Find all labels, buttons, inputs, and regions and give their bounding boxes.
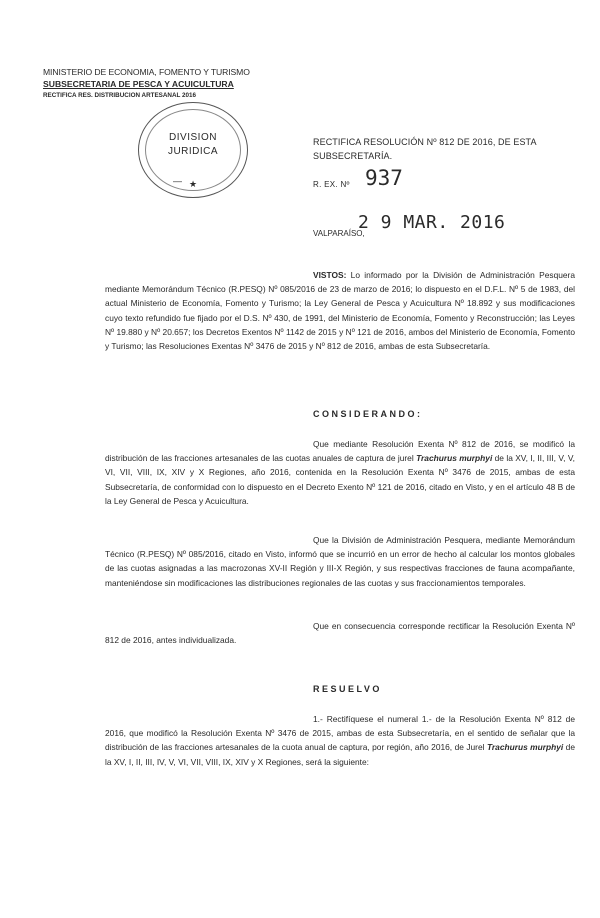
stamp-text-juridica: JURIDICA bbox=[167, 146, 219, 157]
exempt-resolution-label: R. EX. Nº bbox=[313, 180, 350, 189]
star-icon: ★ bbox=[189, 179, 198, 189]
considerando-paragraph-2: Que la División de Administración Pesquera, mediante Memorándum Técnico (R.PESQ) Nº 085/2016, citado en Visto, informó que se incurrió en un error de hecho al calcular los montos globales de las cuotas asignadas a las macrozonas XV-II Región y III-X Región, y sus respectivas fracciones de fauna acompañante, manteniéndose sin modificaciones las distribuciones regionales de las cuotas y sus fraccionamientos temporales. bbox=[105, 535, 575, 588]
species-name: Trachurus murphyi bbox=[416, 453, 493, 464]
resuelvo-paragraph-1 bbox=[105, 712, 575, 769]
stamp-dash: — bbox=[173, 176, 182, 186]
ministry-name: MINISTERIO DE ECONOMIA, FOMENTO Y TURISMO bbox=[43, 67, 250, 77]
considerando-paragraph-3: Que en consecuencia corresponde rectificar la Resolución Exenta Nº 812 de 2016, antes individualizada. bbox=[105, 621, 575, 646]
undersecretariat-name: SUBSECRETARIA DE PESCA Y ACUICULTURA bbox=[43, 79, 234, 90]
vistos-label: VISTOS: bbox=[313, 270, 347, 280]
exempt-resolution-number: 937 bbox=[365, 166, 403, 190]
resuelvo-1-text-b: de la XV, I, II, III, IV, V, VI, VII, VIII, IX, XIV y X Regiones, será la siguiente: bbox=[105, 742, 575, 767]
resolution-reference: RECTIFICA RESOLUCIÓN Nº 812 DE 2016, DE ESTA SUBSECRETARÍA. bbox=[313, 137, 537, 161]
vistos-paragraph bbox=[105, 268, 575, 353]
resuelvo-1-text-a: 1.- Rectifíquese el numeral 1.- de la Resolución Exenta Nº 812 de 2016, que modificó la Resolución Exenta Nº 3476 de 2015, ambas de esta Subsecretaría, en el sentido de señalar que la distribución de las fracciones artesanales de la cuota anual de captura, por región, año 2016, de Jurel bbox=[105, 714, 575, 753]
considerando-1-text-a: Que mediante Resolución Exenta Nº 812 de 2016, se modificó la distribución de las fracciones artesanales de las cuotas anuales de captura de jurel bbox=[105, 439, 575, 464]
document-subject-tag: RECTIFICA RES. DISTRIBUCION ARTESANAL 2016 bbox=[43, 91, 197, 99]
considerando-1-text-b: de la XV, I, II, III, V, V, VI, VII, VIII, IX, XIV y X Regiones, año 2016, contenida en la Resolución Exenta Nº 3476 de 2015, ambas de esta Subsecretaría, de conformidad con lo dispuesto en el Decreto Exento Nº 121 de 2016, citado en Visto, y en el artículo 48 B de la Ley General de Pesca y Acuicultura. bbox=[105, 453, 576, 506]
letterhead bbox=[43, 66, 250, 100]
legal-division-stamp bbox=[138, 102, 248, 198]
date-stamp: 2 9 MAR. 2016 bbox=[358, 212, 506, 233]
city-label: VALPARAÍSO, bbox=[313, 229, 365, 238]
resuelvo-heading: RESUELVO bbox=[313, 684, 382, 694]
species-name: Trachurus murphyi bbox=[486, 742, 564, 753]
considerando-heading: CONSIDERANDO: bbox=[313, 409, 423, 419]
considerando-paragraph-1 bbox=[105, 437, 575, 508]
stamp-text-division: DIVISION bbox=[169, 132, 217, 143]
vistos-text: Lo informado por la División de Administración Pesquera mediante Memorándum Técnico (R.PESQ) Nº 085/2016 de 23 de marzo de 2016; lo dispuesto en el D.F.L. Nº 5 de 1983, del actual Ministerio de Economía, Fomento y Turismo; la Ley General de Pesca y Acuicultura Nº 18.892 y sus modificaciones cuyo texto refundido fue fijado por el D.S. Nº 430, de 1991, del Ministerio de Economía, Fomento y Reconstrucción; las Leyes Nº 19.880 y Nº 20.657; los Decretos Exentos Nº 1142 de 2015 y Nº 121 de 2016, ambos del Ministerio de Economía, Fomento y Turismo; las Resoluciones Exentas Nº 3476 de 2015 y Nº 812 de 2016, ambas de esta Subsecretaría. bbox=[105, 270, 575, 352]
